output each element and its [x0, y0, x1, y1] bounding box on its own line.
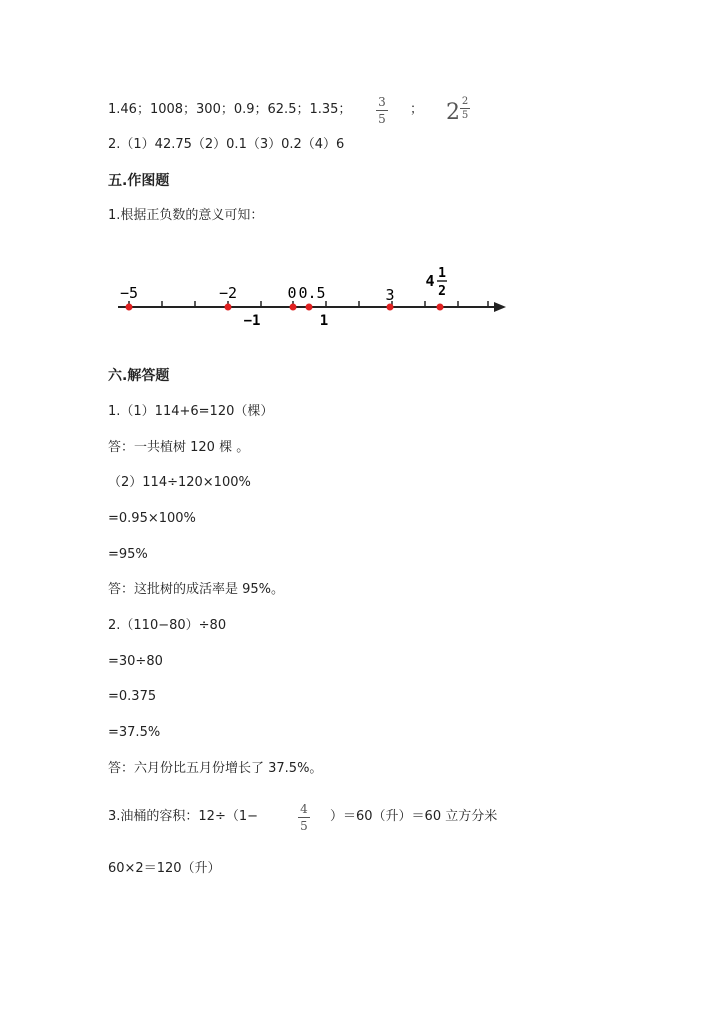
q3-suffix: ）＝60（升）＝60 立方分米 [330, 809, 498, 824]
separator: ； [410, 102, 424, 117]
q1-part2: （2）114÷120×100% [108, 475, 251, 490]
answer-line-2: 2.（1）42.75（2）0.1（3）0.2（4）6 [108, 137, 345, 152]
fraction-bar [376, 110, 388, 111]
label-1: 1 [319, 313, 329, 329]
number-line-point [126, 304, 133, 311]
label-4-numerator: 1 [438, 266, 446, 281]
q1-part2-answer: 答：这批树的成活率是 95%。 [108, 582, 285, 597]
q1-part1: 1.（1）114+6=120（棵） [108, 404, 274, 419]
section-heading-5: 五.作图题 [108, 173, 170, 189]
q2-step3: =37.5% [108, 725, 161, 740]
q2-step1: =30÷80 [108, 654, 163, 669]
item-1-text: 1.根据正负数的意义可知： [108, 208, 264, 223]
number-line-point [225, 304, 232, 311]
q1-part1-answer: 答：一共植树 120 棵 。 [108, 440, 250, 455]
label-4-denominator: 2 [438, 284, 446, 299]
number-line-point [387, 304, 394, 311]
q2-answer: 答：六月份比五月份增长了 37.5%。 [108, 761, 323, 776]
q2-expression: 2.（110−80）÷80 [108, 618, 227, 633]
label-minus-5: −5 [119, 284, 139, 302]
number-line-point [437, 304, 444, 311]
q3-step2: 60×2＝120（升） [108, 861, 221, 876]
label-0-5: 0.5 [298, 284, 326, 302]
fraction-denominator: 5 [300, 819, 308, 833]
mixed-denominator: 5 [461, 110, 469, 121]
mixed-bar [460, 108, 470, 109]
q3-prefix: 3.油桶的容积：12÷（1− [108, 809, 259, 824]
label-minus-2: −2 [218, 284, 238, 302]
mixed-numerator: 2 [461, 96, 469, 107]
mixed-whole: 2 [446, 100, 460, 125]
fraction-denominator: 5 [378, 112, 386, 126]
mixed-number-2-2-5 [446, 96, 472, 128]
label-minus-1: −1 [243, 313, 261, 329]
number-line-point [290, 304, 297, 311]
fraction-bar [298, 817, 310, 818]
mixed-fraction [460, 96, 470, 121]
q1-part2-step1: =0.95×100% [108, 511, 196, 526]
label-0: 0 [287, 284, 297, 302]
label-3: 3 [385, 286, 395, 304]
fraction-4-5 [298, 802, 310, 833]
number-line-point [306, 304, 313, 311]
answer-line-1: 1.46；1008；300；0.9；62.5；1.35； [108, 102, 352, 117]
arrow-head-icon [494, 302, 506, 312]
fraction-numerator: 3 [378, 95, 386, 109]
q1-part2-step2: =95% [108, 547, 148, 562]
number-line [0, 256, 720, 336]
fraction-numerator: 4 [300, 802, 308, 816]
fraction-3-5 [376, 95, 388, 126]
label-4-whole: 4 [425, 272, 435, 290]
q2-step2: =0.375 [108, 689, 157, 704]
section-heading-6: 六.解答题 [108, 368, 170, 384]
